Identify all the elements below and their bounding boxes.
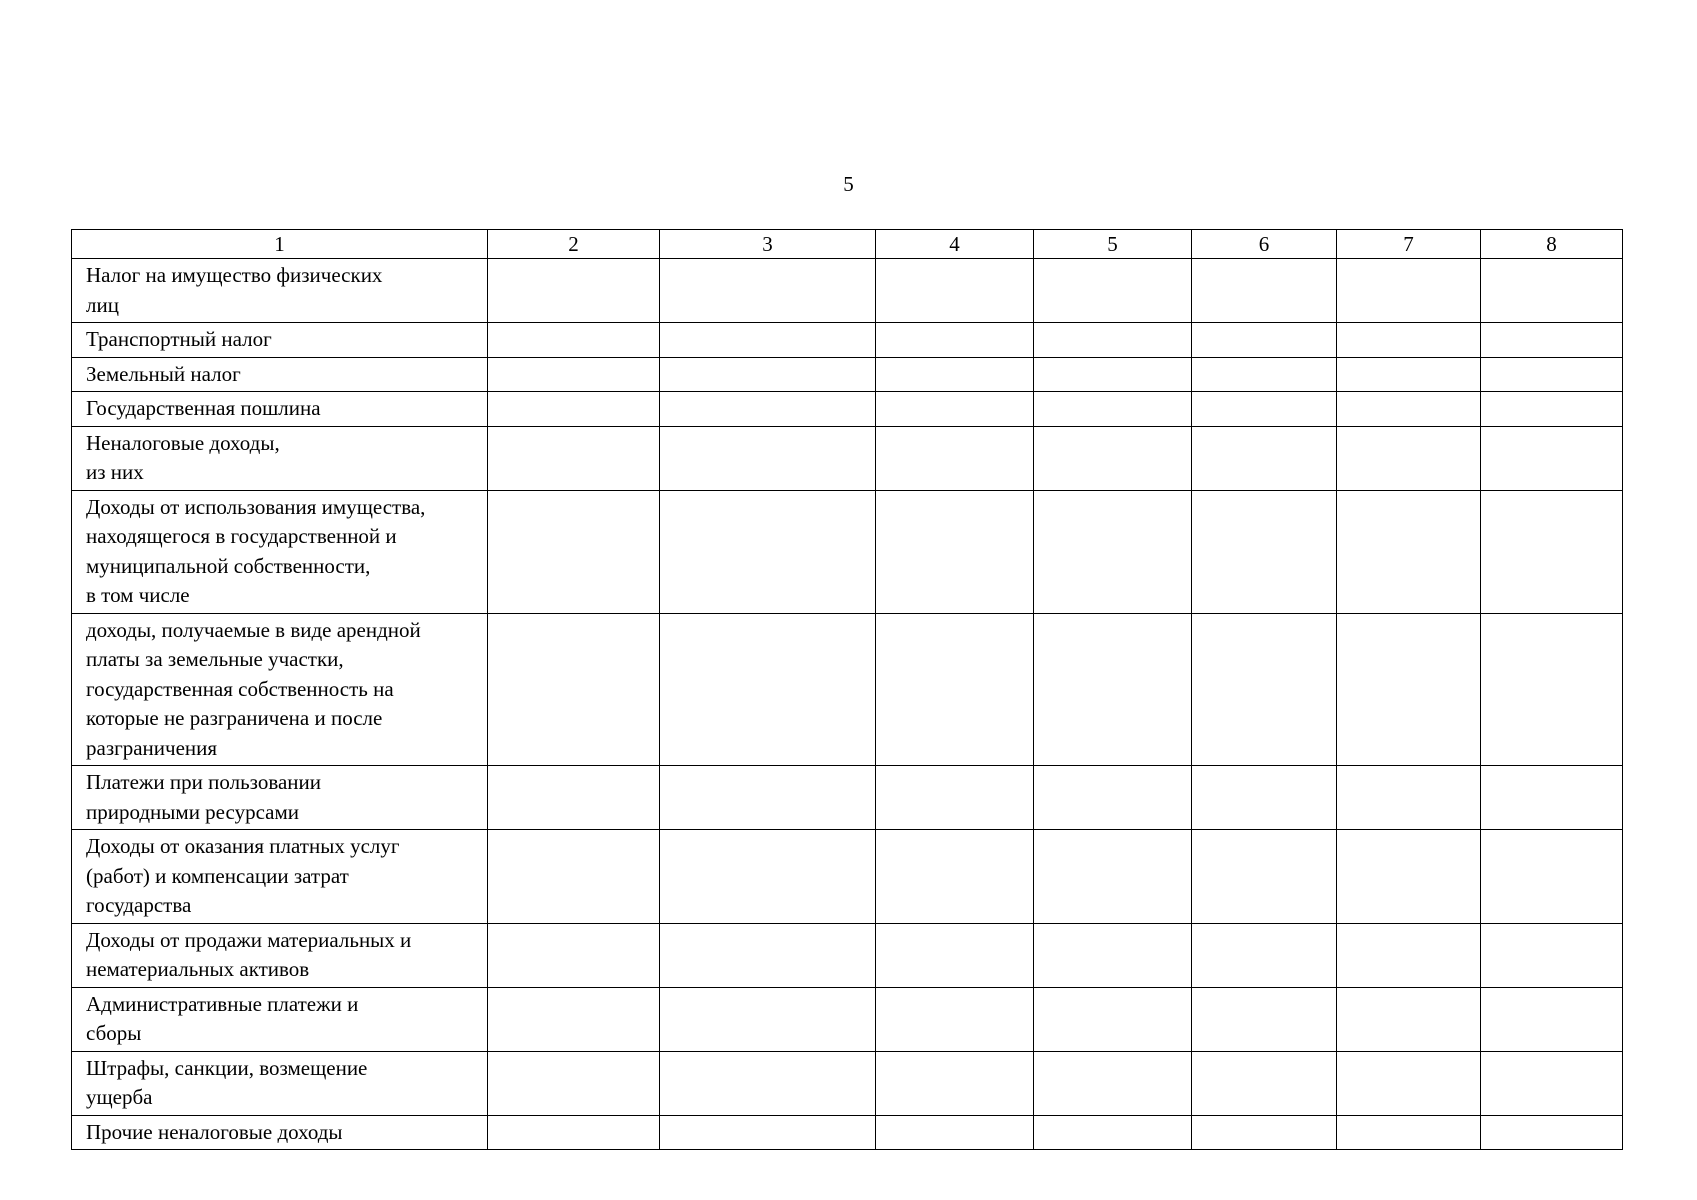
- table-row: [72, 259, 1623, 323]
- empty-cell: [1034, 1115, 1192, 1150]
- table-row: [72, 1051, 1623, 1115]
- empty-cell: [876, 1115, 1034, 1150]
- empty-cell: [1192, 323, 1337, 358]
- table-row: [72, 426, 1623, 490]
- revenue-table: [71, 229, 1623, 1150]
- column-header-7: 7: [1337, 230, 1481, 259]
- column-header-5: 5: [1034, 230, 1192, 259]
- empty-cell: [1192, 923, 1337, 987]
- empty-cell: [876, 323, 1034, 358]
- empty-cell: [488, 490, 660, 613]
- empty-cell: [488, 766, 660, 830]
- empty-cell: [1337, 426, 1481, 490]
- empty-cell: [488, 259, 660, 323]
- column-header-2: 2: [488, 230, 660, 259]
- empty-cell: [1192, 426, 1337, 490]
- empty-cell: [1337, 392, 1481, 427]
- empty-cell: [1481, 613, 1623, 766]
- empty-cell: [488, 923, 660, 987]
- column-header-1: 1: [72, 230, 488, 259]
- empty-cell: [1192, 490, 1337, 613]
- row-label: Налог на имущество физических лиц: [72, 259, 488, 323]
- empty-cell: [1034, 357, 1192, 392]
- empty-cell: [1034, 923, 1192, 987]
- table-row: [72, 766, 1623, 830]
- empty-cell: [660, 987, 876, 1051]
- header-row: [72, 230, 1623, 259]
- empty-cell: [876, 392, 1034, 427]
- empty-cell: [1034, 426, 1192, 490]
- column-header-6: 6: [1192, 230, 1337, 259]
- empty-cell: [876, 987, 1034, 1051]
- column-header-4: 4: [876, 230, 1034, 259]
- empty-cell: [1034, 766, 1192, 830]
- empty-cell: [660, 259, 876, 323]
- empty-cell: [1481, 357, 1623, 392]
- table-row: [72, 392, 1623, 427]
- table-row: [72, 357, 1623, 392]
- table-row: [72, 490, 1623, 613]
- empty-cell: [1192, 766, 1337, 830]
- empty-cell: [1481, 1115, 1623, 1150]
- empty-cell: [876, 490, 1034, 613]
- row-label: Земельный налог: [72, 357, 488, 392]
- empty-cell: [1192, 830, 1337, 924]
- empty-cell: [1481, 323, 1623, 358]
- empty-cell: [1034, 613, 1192, 766]
- empty-cell: [1192, 613, 1337, 766]
- column-header-3: 3: [660, 230, 876, 259]
- empty-cell: [1192, 987, 1337, 1051]
- empty-cell: [660, 830, 876, 924]
- row-label: Доходы от оказания платных услуг (работ) и компенсации затрат государства: [72, 830, 488, 924]
- empty-cell: [1337, 259, 1481, 323]
- empty-cell: [876, 259, 1034, 323]
- empty-cell: [660, 1115, 876, 1150]
- empty-cell: [1034, 490, 1192, 613]
- row-label: Административные платежи и сборы: [72, 987, 488, 1051]
- table-row: [72, 323, 1623, 358]
- empty-cell: [1192, 1051, 1337, 1115]
- empty-cell: [1337, 830, 1481, 924]
- empty-cell: [1481, 987, 1623, 1051]
- empty-cell: [1337, 490, 1481, 613]
- empty-cell: [488, 987, 660, 1051]
- row-label: Доходы от продажи материальных и нематериальных активов: [72, 923, 488, 987]
- empty-cell: [1192, 259, 1337, 323]
- empty-cell: [1481, 1051, 1623, 1115]
- empty-cell: [1337, 987, 1481, 1051]
- empty-cell: [876, 923, 1034, 987]
- empty-cell: [488, 613, 660, 766]
- empty-cell: [1481, 766, 1623, 830]
- empty-cell: [876, 613, 1034, 766]
- row-label: Неналоговые доходы, из них: [72, 426, 488, 490]
- empty-cell: [488, 392, 660, 427]
- empty-cell: [1337, 613, 1481, 766]
- empty-cell: [1481, 259, 1623, 323]
- empty-cell: [1337, 766, 1481, 830]
- empty-cell: [488, 357, 660, 392]
- table-row: [72, 923, 1623, 987]
- row-label: Доходы от использования имущества, находящегося в государственной и муниципальной собственности, в том числе: [72, 490, 488, 613]
- row-label: Государственная пошлина: [72, 392, 488, 427]
- empty-cell: [660, 392, 876, 427]
- empty-cell: [1481, 426, 1623, 490]
- empty-cell: [876, 1051, 1034, 1115]
- empty-cell: [1337, 357, 1481, 392]
- empty-cell: [488, 830, 660, 924]
- empty-cell: [1034, 830, 1192, 924]
- empty-cell: [488, 1115, 660, 1150]
- page-number: 5: [843, 172, 854, 196]
- row-label: Штрафы, санкции, возмещение ущерба: [72, 1051, 488, 1115]
- empty-cell: [660, 490, 876, 613]
- empty-cell: [1034, 987, 1192, 1051]
- empty-cell: [1192, 1115, 1337, 1150]
- empty-cell: [1481, 392, 1623, 427]
- empty-cell: [1034, 1051, 1192, 1115]
- empty-cell: [1337, 923, 1481, 987]
- empty-cell: [660, 613, 876, 766]
- empty-cell: [660, 766, 876, 830]
- empty-cell: [1034, 392, 1192, 427]
- empty-cell: [1192, 357, 1337, 392]
- empty-cell: [1481, 923, 1623, 987]
- row-label: Прочие неналоговые доходы: [72, 1115, 488, 1150]
- empty-cell: [876, 426, 1034, 490]
- empty-cell: [1034, 259, 1192, 323]
- empty-cell: [660, 1051, 876, 1115]
- empty-cell: [1034, 323, 1192, 358]
- empty-cell: [1337, 1115, 1481, 1150]
- empty-cell: [660, 426, 876, 490]
- empty-cell: [1337, 323, 1481, 358]
- table-row: [72, 613, 1623, 766]
- empty-cell: [876, 830, 1034, 924]
- empty-cell: [1337, 1051, 1481, 1115]
- empty-cell: [876, 357, 1034, 392]
- empty-cell: [660, 357, 876, 392]
- empty-cell: [1481, 830, 1623, 924]
- table-row: [72, 987, 1623, 1051]
- empty-cell: [488, 323, 660, 358]
- row-label: Платежи при пользовании природными ресурсами: [72, 766, 488, 830]
- empty-cell: [660, 923, 876, 987]
- column-header-8: 8: [1481, 230, 1623, 259]
- row-label: Транспортный налог: [72, 323, 488, 358]
- table-row: [72, 830, 1623, 924]
- empty-cell: [660, 323, 876, 358]
- empty-cell: [1481, 490, 1623, 613]
- table-row: [72, 1115, 1623, 1150]
- row-label: доходы, получаемые в виде арендной платы за земельные участки, государственная собственность на которые не разграничена и после разграничения: [72, 613, 488, 766]
- empty-cell: [488, 426, 660, 490]
- empty-cell: [876, 766, 1034, 830]
- empty-cell: [488, 1051, 660, 1115]
- empty-cell: [1192, 392, 1337, 427]
